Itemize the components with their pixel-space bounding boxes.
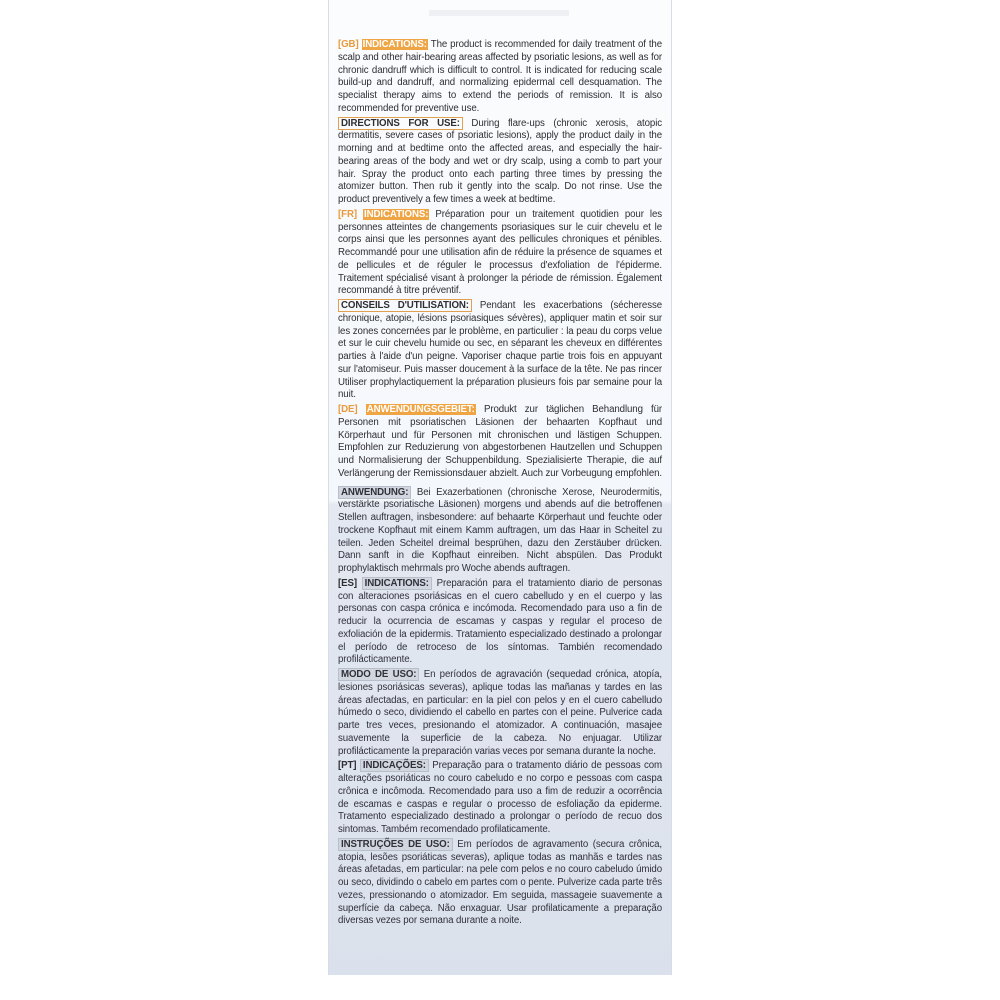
section-gb-directions — [338, 118, 662, 207]
lang-code-es: [ES] — [338, 577, 357, 589]
body-fr-conseils: Pendant les exacerbations (sécheresse chronique, atopie, lésions psoriasiques sévères), appliquer matin et soir sur les zones concernées par le problème, en particulier : la peau du corps velue et sur le cuir chevelu humide ou sec, en séparant les cheveux en différentes parties à l'aide d'un peigne. Vaporiser chaque partie trois fois en appuyant sur l'atomiseur. Puis masser doucement à la surface de la tête. Ne pas rincer Utiliser prophylactiquement la préparation plusieurs fois par semaine pour la nuit. — [338, 300, 662, 401]
body-fr-indications: Préparation pour un traitement quotidien pour les personnes atteintes de changements psoriasiques sur le cuir chevelu et le corps ainsi que les personnes ayant des pellicules chroniques et pénibles. Recommandé pour une utilisation afin de réduire la présence de squames et de pellicules et de réguler le processus d'exfoliation de l'épiderme. Traitement spécialisé visant à prolonger la période de rémission. Également recommandé à titre préventif. — [338, 208, 662, 297]
lang-code-pt: [PT] — [338, 760, 357, 772]
heading-gb-indications: INDICATIONS: — [362, 39, 427, 50]
heading-es-indications: INDICATIONS: — [362, 577, 432, 590]
heading-pt-indicacoes: INDICAÇÕES: — [360, 759, 429, 772]
section-es-indications — [338, 578, 662, 667]
section-de-anwendungsgebiet — [338, 404, 662, 481]
section-pt-indicacoes — [338, 760, 662, 837]
lang-code-de: [DE] — [338, 404, 358, 415]
section-de-anwendung — [338, 487, 662, 576]
heading-de-anwendung: ANWENDUNG: — [338, 486, 411, 499]
body-gb-directions: During flare-ups (chronic xerosis, atopic dermatitis, severe cases of psoriatic lesions), apply the product daily in the morning and at bedtime onto the affected areas, and especially the hair-bearing areas of the body and wet or dry scalp, using a comb to part your hair. Spray the product onto each parting three times by pressing the atomizer button. Then rub it gently into the scalp. Do not rinse. Use the product preventively a few times a week at bedtime. — [338, 117, 662, 205]
body-pt-instrucoes: Em períodos de agravamento (secura crônica, atopia, lesões psoriáticas severas), aplique todas as manhãs e tardes nas áreas afetadas, em particular: na pele com pelos e no couro cabeludo úmido ou seco, dividindo o cabelo em partes com o pente. Pulverize cada parte três vezes, pressionando o atomizador. Em seguida, massageie suavemente a superfície da cabeça. Não enxaguar. Usar profilaticamente a preparação diversas vezes por semana durante a noite. — [338, 838, 663, 927]
product-label-panel — [328, 0, 672, 975]
lang-code-fr: [FR] — [338, 208, 357, 220]
label-text — [338, 39, 662, 930]
section-fr-indications — [338, 209, 662, 298]
heading-pt-instrucoes: INSTRUÇÕES DE USO: — [338, 838, 453, 851]
section-es-modo — [338, 669, 662, 758]
body-es-modo: En períodos de agravación (sequedad crónica, atopía, lesiones psoriásicas severas), aplique todas las mañanas y tardes en las áreas afectadas, en particular: en la piel con pelos y en el cuero cabelludo húmedo o seco, dividiendo el cabello en partes con el peine. Pulverice cada parte tres veces, presionando el atomizador. A continuación, masajee suavemente la superficie de la cabeza. No enjuagar. Utilizar profilácticamente la preparación varias veces por semana durante la noche. — [338, 669, 663, 757]
heading-gb-directions: DIRECTIONS FOR USE: — [338, 117, 463, 130]
body-es-indications: Preparación para el tratamiento diario de personas con alteraciones psoriásicas en el cuero cabelludo y en el cuerpo y las personas con caspa crónica e incómoda. Recomendado para uso a fin de reducir la ocurrencia de escamas y caspas y regular el proceso de exfoliación de la epidermis. Tratamiento especializado destinado a prolongar el período de retroceso de los síntomas. También recomendado profilácticamente. — [338, 577, 663, 666]
body-de-anwendungsgebiet: Produkt zur täglichen Behandlung für Personen mit psoriatischen Läsionen der behaarten Kopfhaut und Körperhaut und für Personen mit chronischen und lästigen Schuppen. Empfohlen zur Reduzierung von abgestorbenen Hautzellen und Schuppen und Normalisierung der Schuppenbildung. Spezialisierte Therapie, die auf Verlängerung der Remissionsdauer abzielt. Auch zur Vorbeugung empfohlen. — [338, 404, 663, 479]
body-de-anwendung: Bei Exazerbationen (chronische Xerose, Neurodermitis, verstärkte psoriatische Läsionen) morgens und abends auf die betroffenen Stellen auftragen, insbesondere: auf behaarte Körperhaut und feuchte oder trockene Kopfhaut mit einem Kamm auftragen, um das Haar in Scheitel zu teilen. Jeden Scheitel dreimal besprühen, dazu den Zerstäuber drücken. Dann sanft in die Kopfhaut einreiben. Nicht abspülen. Das Produkt prophylaktisch mehrmals pro Woche abends auftragen. — [338, 486, 662, 574]
heading-de-anwendungsgebiet: ANWENDUNGSGEBIET: — [366, 404, 475, 415]
section-pt-instrucoes — [338, 839, 662, 928]
body-gb-indications: The product is recommended for daily treatment of the scalp and other hair-bearing areas affected by psoriatic lesions, as well as for chronic dandruff which is difficult to control. It is indicated for reducing scale build-up and dandruff, and normalizing epidermal cell desquamation. The specialist therapy aims to extend the periods of remission. It is also recommended for preventive use. — [338, 39, 663, 114]
heading-fr-conseils: CONSEILS D'UTILISATION: — [338, 299, 472, 312]
body-pt-indicacoes: Preparação para o tratamento diário de pessoas com alterações psoriáticas no couro cabeludo e no corpo e pessoas com caspa crônica e incômoda. Recomendado para uso a fim de reduzir a ocorrência de escamas e caspas e regular o processo de esfoliação da epiderme. Tratamento especializado destinado a prolongar o período de recuo dos sintomas. Também recomendado profilaticamente. — [338, 760, 662, 835]
heading-es-modo: MODO DE USO: — [338, 668, 419, 681]
lang-code-gb: [GB] — [338, 39, 359, 50]
section-fr-conseils — [338, 300, 662, 402]
top-faded-strip — [429, 10, 569, 16]
heading-fr-indications: INDICATIONS: — [364, 208, 429, 220]
section-gb-indications — [338, 39, 662, 116]
